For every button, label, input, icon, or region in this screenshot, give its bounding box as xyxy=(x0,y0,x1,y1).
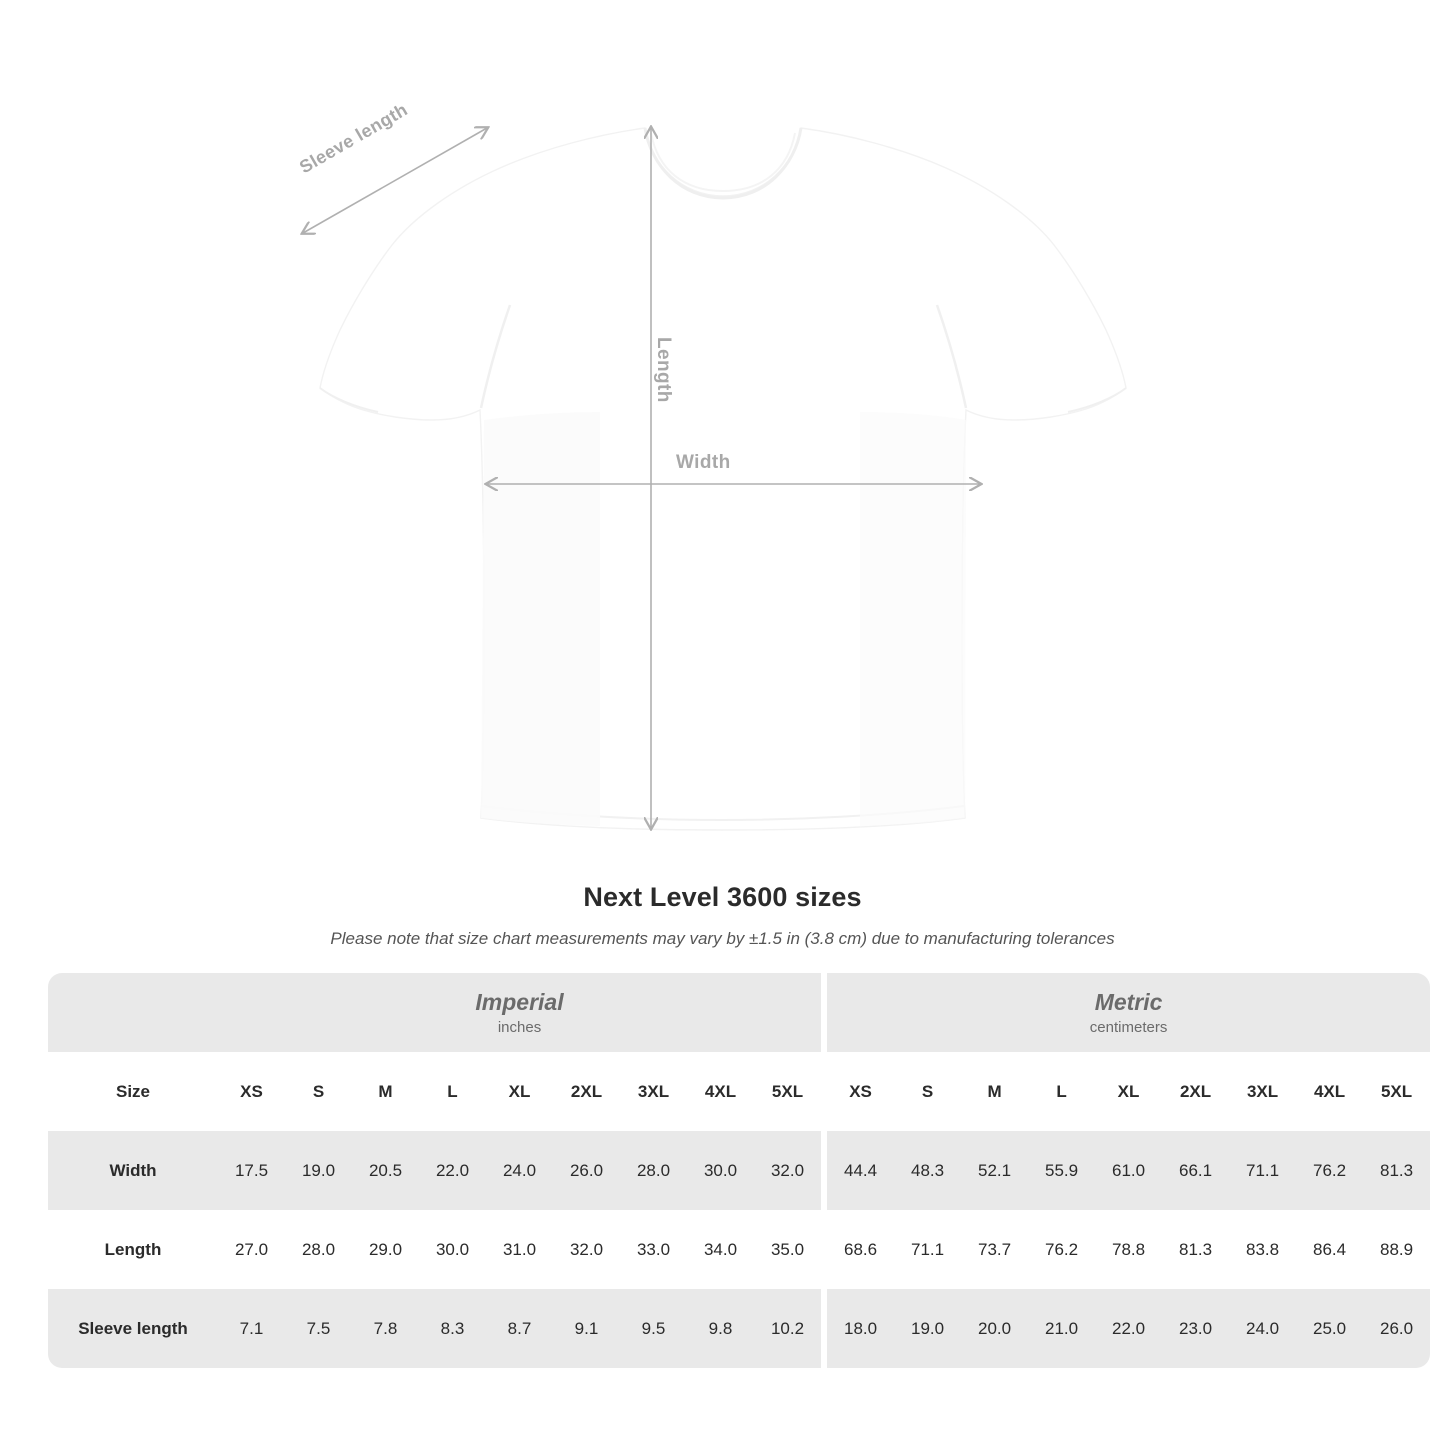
table-row xyxy=(48,1131,1430,1210)
size-cell-imperial-l: L xyxy=(419,1052,486,1131)
cell-width-metric-m: 52.1 xyxy=(961,1131,1028,1210)
cell-sleeve-metric-2xl: 23.0 xyxy=(1162,1289,1229,1368)
shirt-shape xyxy=(320,128,1126,830)
length-label: Length xyxy=(653,337,674,403)
metric-group-header xyxy=(827,973,1430,1052)
cell-length-metric-2xl: 81.3 xyxy=(1162,1210,1229,1289)
size-cell-metric-3xl: 3XL xyxy=(1229,1052,1296,1131)
size-cell-metric-l: L xyxy=(1028,1052,1095,1131)
cell-width-imperial-m: 20.5 xyxy=(352,1131,419,1210)
size-cell-metric-4xl: 4XL xyxy=(1296,1052,1363,1131)
size-cell-imperial-5xl: 5XL xyxy=(754,1052,821,1131)
cell-length-metric-m: 73.7 xyxy=(961,1210,1028,1289)
cell-length-metric-s: 71.1 xyxy=(894,1210,961,1289)
cell-width-metric-5xl: 81.3 xyxy=(1363,1131,1430,1210)
row-label-length: Length xyxy=(48,1210,218,1289)
cell-width-metric-3xl: 71.1 xyxy=(1229,1131,1296,1210)
page-title: Next Level 3600 sizes xyxy=(583,882,862,912)
size-cell-imperial-s: S xyxy=(285,1052,352,1131)
cell-length-imperial-5xl: 35.0 xyxy=(754,1210,821,1289)
cell-width-metric-xl: 61.0 xyxy=(1095,1131,1162,1210)
cell-width-metric-2xl: 66.1 xyxy=(1162,1131,1229,1210)
table-row xyxy=(48,1210,1430,1289)
cell-length-metric-4xl: 86.4 xyxy=(1296,1210,1363,1289)
metric-sublabel: centimeters xyxy=(1089,1019,1168,1037)
cell-length-metric-l: 76.2 xyxy=(1028,1210,1095,1289)
cell-length-imperial-xl: 31.0 xyxy=(486,1210,553,1289)
size-cell-metric-xl: XL xyxy=(1095,1052,1162,1131)
cell-width-imperial-3xl: 28.0 xyxy=(620,1131,687,1210)
cell-sleeve-metric-xl: 22.0 xyxy=(1095,1289,1162,1368)
cell-sleeve-metric-4xl: 25.0 xyxy=(1296,1289,1363,1368)
cell-width-imperial-l: 22.0 xyxy=(419,1131,486,1210)
size-cell-metric-5xl: 5XL xyxy=(1363,1052,1430,1131)
size-cell-metric-xs: XS xyxy=(827,1052,894,1131)
imperial-label: Imperial xyxy=(475,988,564,1015)
size-cell-imperial-xs: XS xyxy=(218,1052,285,1131)
cell-width-metric-xs: 44.4 xyxy=(827,1131,894,1210)
cell-width-imperial-5xl: 32.0 xyxy=(754,1131,821,1210)
cell-width-imperial-s: 19.0 xyxy=(285,1131,352,1210)
cell-width-metric-4xl: 76.2 xyxy=(1296,1131,1363,1210)
cell-length-imperial-3xl: 33.0 xyxy=(620,1210,687,1289)
cell-width-metric-s: 48.3 xyxy=(894,1131,961,1210)
cell-length-imperial-2xl: 32.0 xyxy=(553,1210,620,1289)
cell-sleeve-imperial-3xl: 9.5 xyxy=(620,1289,687,1368)
cell-sleeve-imperial-xl: 8.7 xyxy=(486,1289,553,1368)
cell-length-imperial-s: 28.0 xyxy=(285,1210,352,1289)
cell-sleeve-imperial-s: 7.5 xyxy=(285,1289,352,1368)
unit-header-row xyxy=(48,973,1430,1052)
size-cell-metric-s: S xyxy=(894,1052,961,1131)
tolerance-note: Please note that size chart measurements may vary by ±1.5 in (3.8 cm) due to manufacturing tolerances xyxy=(330,929,1115,948)
cell-sleeve-imperial-xs: 7.1 xyxy=(218,1289,285,1368)
size-cell-imperial-2xl: 2XL xyxy=(553,1052,620,1131)
size-cell-metric-2xl: 2XL xyxy=(1162,1052,1229,1131)
cell-sleeve-metric-3xl: 24.0 xyxy=(1229,1289,1296,1368)
size-header-row xyxy=(48,1052,1430,1131)
title-block xyxy=(0,882,1445,949)
cell-width-imperial-xs: 17.5 xyxy=(218,1131,285,1210)
cell-sleeve-imperial-m: 7.8 xyxy=(352,1289,419,1368)
width-label: Width xyxy=(676,452,731,473)
cell-length-metric-5xl: 88.9 xyxy=(1363,1210,1430,1289)
cell-length-metric-3xl: 83.8 xyxy=(1229,1210,1296,1289)
size-table-wrapper xyxy=(48,973,1414,1368)
size-cell-imperial-m: M xyxy=(352,1052,419,1131)
size-cell-imperial-xl: XL xyxy=(486,1052,553,1131)
cell-length-imperial-l: 30.0 xyxy=(419,1210,486,1289)
sleeve-length-label: Sleeve length xyxy=(296,99,412,178)
size-cell-metric-m: M xyxy=(961,1052,1028,1131)
imperial-sublabel: inches xyxy=(497,1019,542,1037)
cell-sleeve-imperial-4xl: 9.8 xyxy=(687,1289,754,1368)
cell-sleeve-metric-m: 20.0 xyxy=(961,1289,1028,1368)
row-label-sleeve-length: Sleeve length xyxy=(48,1289,218,1368)
size-row-label: Size xyxy=(48,1052,218,1131)
cell-length-metric-xl: 78.8 xyxy=(1095,1210,1162,1289)
cell-length-imperial-m: 29.0 xyxy=(352,1210,419,1289)
cell-width-imperial-xl: 24.0 xyxy=(486,1131,553,1210)
cell-width-metric-l: 55.9 xyxy=(1028,1131,1095,1210)
cell-width-imperial-2xl: 26.0 xyxy=(553,1131,620,1210)
size-cell-imperial-4xl: 4XL xyxy=(687,1052,754,1131)
cell-sleeve-metric-xs: 18.0 xyxy=(827,1289,894,1368)
size-table xyxy=(48,973,1430,1368)
cell-sleeve-imperial-5xl: 10.2 xyxy=(754,1289,821,1368)
cell-sleeve-metric-5xl: 26.0 xyxy=(1363,1289,1430,1368)
cell-sleeve-imperial-2xl: 9.1 xyxy=(553,1289,620,1368)
unit-header-spacer xyxy=(48,973,218,1052)
imperial-group-header xyxy=(218,973,821,1052)
cell-width-imperial-4xl: 30.0 xyxy=(687,1131,754,1210)
cell-sleeve-metric-l: 21.0 xyxy=(1028,1289,1095,1368)
size-cell-imperial-3xl: 3XL xyxy=(620,1052,687,1131)
cell-sleeve-imperial-l: 8.3 xyxy=(419,1289,486,1368)
metric-label: Metric xyxy=(1094,988,1163,1015)
cell-length-imperial-xs: 27.0 xyxy=(218,1210,285,1289)
row-label-width: Width xyxy=(48,1131,218,1210)
table-row xyxy=(48,1289,1430,1368)
cell-length-metric-xs: 68.6 xyxy=(827,1210,894,1289)
cell-sleeve-metric-s: 19.0 xyxy=(894,1289,961,1368)
cell-length-imperial-4xl: 34.0 xyxy=(687,1210,754,1289)
